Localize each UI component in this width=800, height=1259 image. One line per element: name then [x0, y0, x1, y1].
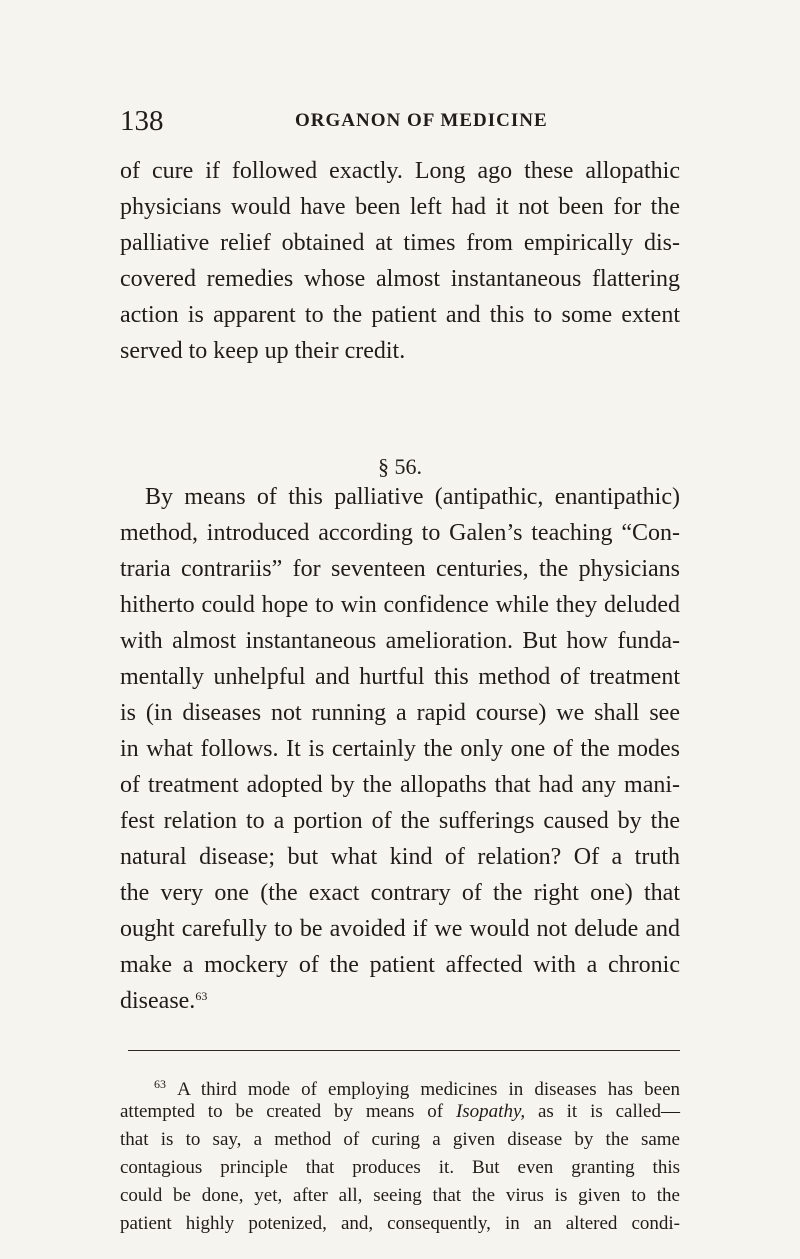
text-line: hitherto could hope to win confidence while they deluded [120, 592, 680, 618]
text-line: of cure if followed exactly. Long ago these allopathic [120, 158, 680, 184]
footnote-line: contagious principle that produces it. But even granting this [120, 1157, 680, 1178]
footnote-line [120, 1073, 680, 1101]
text-line: By means of this palliative (antipathic, enantipathic) [145, 484, 680, 510]
footnote-marker: 63 [154, 1077, 166, 1091]
footnote-reference: 63 [195, 989, 208, 1003]
text-line: served to keep up their credit. [120, 338, 406, 364]
page-number: 138 [120, 105, 164, 137]
footnote-line: patient highly potenized, and, consequently, in an altered condi- [120, 1213, 680, 1234]
text-line: the very one (the exact contrary of the right one) that [120, 880, 680, 906]
text-line: mentally unhelpful and hurtful this method of treatment [120, 664, 680, 690]
isopathy-term: Isopathy, [455, 1101, 526, 1122]
running-head: ORGANON OF MEDICINE [295, 110, 548, 131]
footnote-line: that is to say, a method of curing a given disease by the same [120, 1129, 680, 1150]
text-line: make a mockery of the patient affected with a chronic [120, 952, 680, 978]
footnote-text: A third mode of employing medicines in diseases has been [177, 1079, 680, 1100]
text-line: method, introduced according to Galen’s teaching “Con- [120, 520, 680, 546]
text-line: in what follows. It is certainly the only one of the modes [120, 736, 680, 762]
text-line: physicians would have been left had it not been for the [120, 194, 680, 220]
text-line: action is apparent to the patient and this to some extent [120, 302, 680, 328]
footnote-line [120, 1101, 680, 1123]
text-line: palliative relief obtained at times from empirically dis- [120, 230, 680, 256]
footnote-text: as it is called— [525, 1101, 680, 1122]
text-line: fest relation to a portion of the sufferings caused by the [120, 808, 680, 834]
section-heading: § 56. [378, 454, 422, 479]
text-line: with almost instantaneous amelioration. But how funda- [120, 628, 680, 654]
page-header [120, 104, 680, 144]
text-line: of treatment adopted by the allopaths that had any mani- [120, 772, 680, 798]
text-line: covered remedies whose almost instantaneous flattering [120, 266, 680, 292]
text-line: traria contrariis” for seventeen centuries, the physicians [120, 556, 680, 582]
text-line: is (in diseases not running a rapid course) we shall see [120, 700, 680, 726]
text-line: natural disease; but what kind of relation? Of a truth [120, 844, 680, 870]
text-line [120, 987, 680, 1015]
footnote-text: attempted to be created by means of [120, 1101, 456, 1122]
last-line-text: disease. [120, 988, 196, 1014]
footnote-divider [128, 1050, 680, 1051]
text-line: ought carefully to be avoided if we would not delude and [120, 916, 680, 942]
footnote-line: could be done, yet, after all, seeing that the virus is given to the [120, 1185, 680, 1206]
